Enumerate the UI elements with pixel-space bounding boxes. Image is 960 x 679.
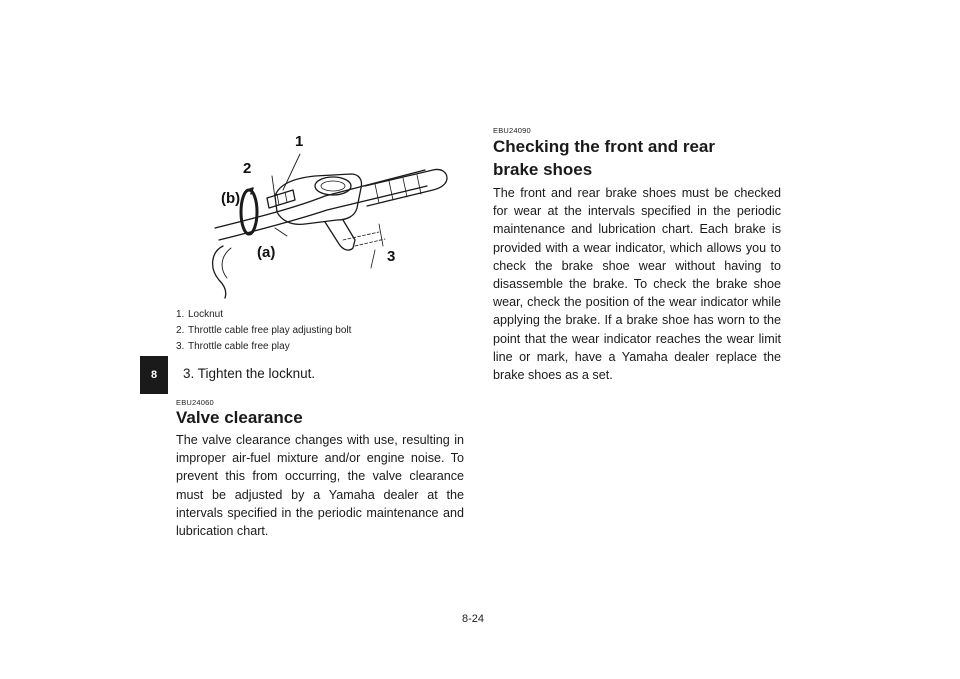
legend-item: 2. Throttle cable free play adjusting bolt bbox=[176, 325, 352, 336]
section-body: The valve clearance changes with use, resulting in improper air-fuel mixture and/or engine noise. To prevent this from occurring, the valve clearance must be adjusted by a Yamaha dealer at the intervals specified in the periodic maintenance and lubrication chart. bbox=[176, 433, 464, 539]
section-heading: Valve clearance bbox=[176, 408, 303, 427]
step-instruction: 3. Tighten the locknut. bbox=[183, 366, 316, 381]
callout-b: (b) bbox=[221, 190, 241, 207]
legend-item: 3. Throttle cable free play bbox=[176, 341, 290, 352]
throttle-diagram bbox=[175, 128, 465, 303]
section-heading: Checking the front and rear brake shoes bbox=[493, 137, 715, 179]
handlebar-throttle-illustration bbox=[175, 128, 465, 303]
section-code: EBU24090 bbox=[493, 126, 531, 135]
chapter-tab: 8 bbox=[140, 356, 168, 394]
callout-3: 3 bbox=[387, 248, 396, 265]
callout-2: 2 bbox=[243, 160, 252, 177]
page-number: 8-24 bbox=[462, 613, 485, 625]
section-code: EBU24060 bbox=[176, 398, 214, 407]
callout-1: 1 bbox=[295, 133, 304, 150]
legend-item: 1. Locknut bbox=[176, 309, 224, 320]
callout-a: (a) bbox=[257, 244, 276, 261]
valve-clearance-section bbox=[176, 398, 464, 540]
section-body: The front and rear brake shoes must be checked for wear at the intervals specified in the periodic maintenance and lubrication chart. Each brake is provided with a wear indicator, which allows you to check the brake shoe wear without having to disassemble the brake. To check the brake shoe wear, check the position of the wear indicator while applying the brake. If a brake shoe has worn to the point that the wear indicator reaches the wear limit line or mark, have a Yamaha dealer replace the brake shoes as a set. bbox=[493, 186, 781, 383]
brake-shoes-section bbox=[493, 126, 781, 384]
figure-legend bbox=[176, 307, 466, 355]
